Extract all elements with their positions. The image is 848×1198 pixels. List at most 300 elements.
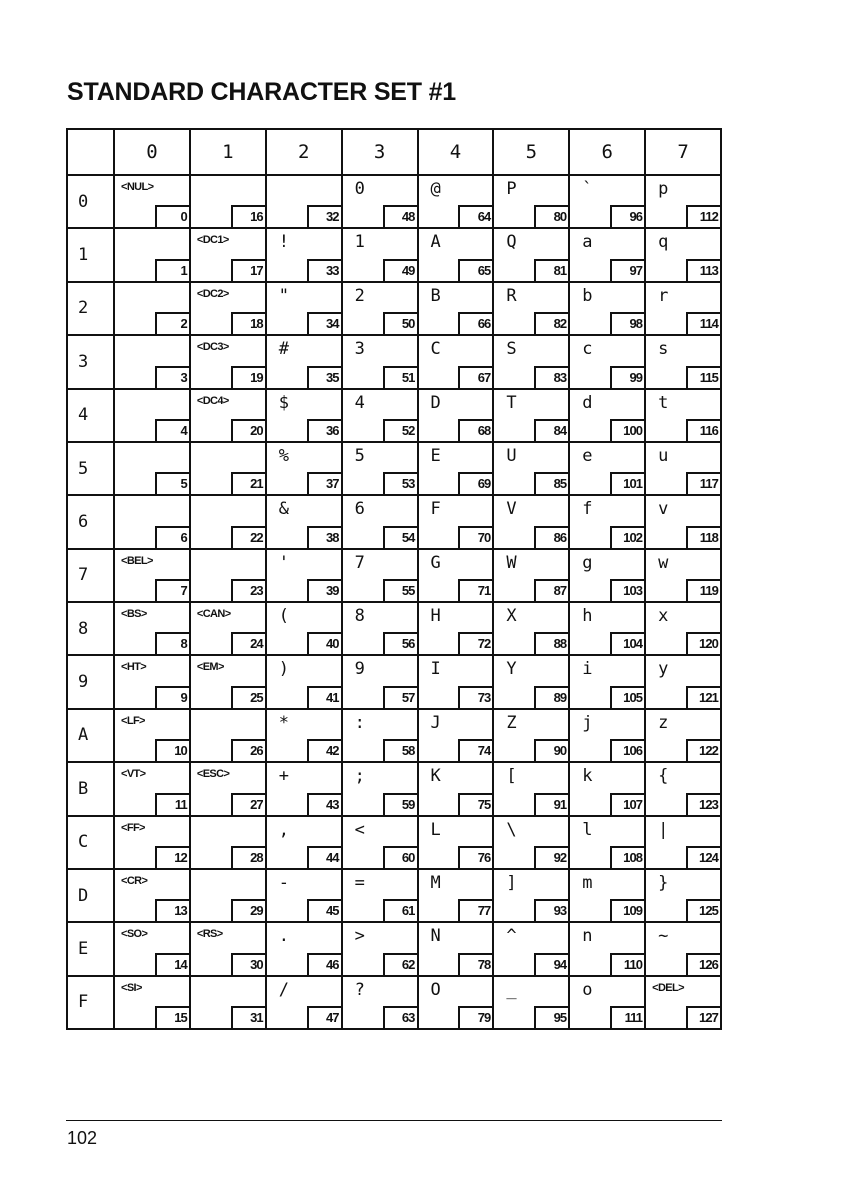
character-glyph: N — [430, 926, 441, 947]
decimal-code: 89 — [534, 686, 568, 708]
character-glyph: P — [506, 179, 517, 199]
character-cell — [267, 443, 343, 496]
page-title: STANDARD CHARACTER SET #1 — [67, 78, 457, 106]
character-cell — [419, 176, 495, 229]
decimal-code: 26 — [231, 739, 265, 761]
character-cell — [115, 817, 191, 870]
decimal-code: 121 — [686, 686, 720, 708]
character-cell — [343, 229, 419, 282]
column-header: 0 — [115, 130, 191, 176]
decimal-code: 125 — [686, 899, 720, 921]
character-cell — [494, 763, 570, 816]
character-cell — [115, 176, 191, 229]
character-cell — [191, 710, 267, 763]
control-code-label: <BS> — [121, 608, 147, 620]
control-code-label: <ESC> — [196, 768, 230, 781]
row-header: D — [68, 870, 115, 923]
decimal-code: 18 — [231, 312, 265, 334]
decimal-code: 52 — [383, 419, 417, 441]
decimal-code: 84 — [534, 419, 568, 441]
character-cell — [115, 390, 191, 443]
character-glyph: o — [582, 979, 593, 1000]
decimal-code: 61 — [383, 899, 417, 921]
character-glyph: j — [582, 712, 593, 733]
decimal-code: 77 — [458, 899, 492, 921]
character-cell — [570, 336, 646, 389]
character-cell — [419, 603, 495, 656]
character-glyph: I — [430, 659, 441, 680]
character-glyph: D — [430, 392, 441, 413]
row-header: 7 — [68, 550, 115, 603]
character-cell — [267, 977, 343, 1030]
character-glyph: @ — [430, 179, 441, 199]
character-glyph: w — [658, 552, 669, 573]
decimal-code: 93 — [534, 899, 568, 921]
character-cell — [191, 870, 267, 923]
character-cell — [267, 923, 343, 976]
character-cell — [646, 870, 722, 923]
character-cell — [115, 710, 191, 763]
decimal-code: 117 — [686, 472, 720, 494]
decimal-code: 119 — [686, 579, 720, 601]
decimal-code: 64 — [458, 205, 492, 227]
character-cell — [191, 817, 267, 870]
character-cell — [570, 496, 646, 549]
decimal-code: 97 — [610, 259, 644, 281]
decimal-code: 99 — [610, 366, 644, 388]
character-glyph: ` — [582, 179, 593, 199]
character-cell — [494, 603, 570, 656]
decimal-code: 35 — [307, 366, 341, 388]
decimal-code: 2 — [155, 312, 189, 334]
character-cell — [115, 923, 191, 976]
character-cell — [419, 443, 495, 496]
character-cell — [419, 496, 495, 549]
character-cell — [494, 496, 570, 549]
decimal-code: 36 — [307, 419, 341, 441]
character-glyph: m — [582, 872, 593, 893]
character-glyph: # — [278, 339, 289, 360]
character-cell — [494, 390, 570, 443]
character-cell — [191, 443, 267, 496]
character-glyph: h — [582, 606, 593, 626]
decimal-code: 47 — [307, 1006, 341, 1028]
decimal-code: 40 — [307, 632, 341, 654]
character-cell — [267, 336, 343, 389]
character-cell — [570, 443, 646, 496]
character-cell — [191, 496, 267, 549]
character-cell — [494, 550, 570, 603]
control-code-label: <DC2> — [196, 287, 229, 300]
character-cell — [646, 550, 722, 603]
control-code-label: <RS> — [196, 928, 223, 941]
character-glyph: p — [658, 179, 669, 199]
character-glyph: r — [658, 285, 669, 306]
character-glyph: 7 — [354, 552, 365, 573]
character-glyph: k — [582, 766, 593, 787]
character-cell — [419, 923, 495, 976]
character-cell — [191, 550, 267, 603]
character-cell — [570, 603, 646, 656]
decimal-code: 101 — [610, 472, 644, 494]
character-cell — [419, 710, 495, 763]
control-code-label: <VT> — [121, 768, 146, 781]
control-code-label: <BEL> — [121, 554, 153, 567]
character-glyph: c — [582, 339, 593, 360]
character-cell — [570, 229, 646, 282]
character-cell — [191, 977, 267, 1030]
character-cell — [646, 656, 722, 709]
character-cell — [267, 390, 343, 443]
decimal-code: 108 — [610, 846, 644, 868]
control-code-label: <HT> — [121, 661, 147, 674]
row-header: 4 — [68, 390, 115, 443]
decimal-code: 45 — [307, 899, 341, 921]
character-glyph: H — [430, 606, 441, 626]
character-glyph: { — [658, 766, 669, 787]
decimal-code: 39 — [307, 579, 341, 601]
decimal-code: 111 — [610, 1006, 644, 1028]
footer-rule — [66, 1120, 722, 1121]
character-cell — [646, 283, 722, 336]
column-header: 7 — [646, 130, 722, 176]
decimal-code: 102 — [610, 526, 644, 548]
character-cell — [646, 977, 722, 1030]
character-cell — [115, 603, 191, 656]
decimal-code: 72 — [458, 632, 492, 654]
character-cell — [419, 656, 495, 709]
character-cell — [115, 656, 191, 709]
control-code-label: <NUL> — [121, 181, 154, 193]
column-header: 5 — [494, 130, 570, 176]
decimal-code: 109 — [610, 899, 644, 921]
character-cell — [570, 390, 646, 443]
row-header: A — [68, 710, 115, 763]
decimal-code: 81 — [534, 259, 568, 281]
character-glyph: 1 — [354, 232, 365, 253]
row-header: 9 — [68, 656, 115, 709]
row-header: 1 — [68, 229, 115, 282]
character-cell — [267, 496, 343, 549]
character-glyph: \ — [506, 819, 517, 840]
character-glyph: T — [506, 392, 517, 413]
row-header: E — [68, 923, 115, 976]
column-header: 6 — [570, 130, 646, 176]
decimal-code: 78 — [458, 953, 492, 975]
decimal-code: 88 — [534, 632, 568, 654]
decimal-code: 50 — [383, 312, 417, 334]
character-cell — [494, 283, 570, 336]
character-glyph: d — [582, 392, 593, 413]
row-header: F — [68, 977, 115, 1030]
decimal-code: 11 — [155, 793, 189, 815]
character-cell — [570, 176, 646, 229]
decimal-code: 63 — [383, 1006, 417, 1028]
character-glyph: _ — [506, 979, 517, 1000]
character-cell — [343, 176, 419, 229]
character-glyph: > — [354, 926, 365, 947]
character-cell — [570, 550, 646, 603]
decimal-code: 27 — [231, 793, 265, 815]
character-cell — [191, 229, 267, 282]
character-glyph: L — [430, 819, 441, 840]
control-code-label: <DC1> — [196, 234, 229, 247]
character-glyph: Q — [506, 232, 517, 253]
character-cell — [419, 283, 495, 336]
character-cell — [343, 390, 419, 443]
character-cell — [646, 817, 722, 870]
decimal-code: 33 — [307, 259, 341, 281]
character-cell — [570, 817, 646, 870]
decimal-code: 80 — [534, 205, 568, 227]
character-glyph: b — [582, 285, 593, 306]
character-glyph: = — [354, 872, 365, 893]
page-number: 102 — [67, 1128, 98, 1148]
character-cell — [343, 656, 419, 709]
character-glyph: a — [582, 232, 593, 253]
character-cell — [494, 656, 570, 709]
decimal-code: 30 — [231, 953, 265, 975]
character-glyph: q — [658, 232, 669, 253]
character-glyph: X — [506, 606, 517, 626]
character-cell — [343, 870, 419, 923]
decimal-code: 114 — [686, 312, 720, 334]
control-code-label: <SO> — [121, 928, 148, 941]
decimal-code: 34 — [307, 312, 341, 334]
character-cell — [267, 603, 343, 656]
character-cell — [419, 390, 495, 443]
row-header: 8 — [68, 603, 115, 656]
decimal-code: 24 — [231, 632, 265, 654]
decimal-code: 68 — [458, 419, 492, 441]
decimal-code: 41 — [307, 686, 341, 708]
control-code-label: <FF> — [121, 821, 145, 834]
control-code-label: <CAN> — [196, 608, 231, 620]
row-header: B — [68, 763, 115, 816]
character-cell — [494, 443, 570, 496]
decimal-code: 116 — [686, 419, 720, 441]
character-cell — [494, 923, 570, 976]
decimal-code: 46 — [307, 953, 341, 975]
character-cell — [115, 283, 191, 336]
character-glyph: : — [354, 712, 365, 733]
character-glyph: * — [278, 712, 289, 733]
character-cell — [646, 176, 722, 229]
decimal-code: 118 — [686, 526, 720, 548]
decimal-code: 37 — [307, 472, 341, 494]
character-glyph: U — [506, 445, 517, 466]
character-cell — [419, 817, 495, 870]
character-cell — [191, 603, 267, 656]
character-glyph: y — [658, 659, 669, 680]
row-header: 3 — [68, 336, 115, 389]
decimal-code: 7 — [155, 579, 189, 601]
character-cell — [343, 283, 419, 336]
character-cell — [570, 763, 646, 816]
decimal-code: 59 — [383, 793, 417, 815]
decimal-code: 87 — [534, 579, 568, 601]
decimal-code: 105 — [610, 686, 644, 708]
decimal-code: 5 — [155, 472, 189, 494]
decimal-code: 53 — [383, 472, 417, 494]
decimal-code: 43 — [307, 793, 341, 815]
character-cell — [646, 229, 722, 282]
character-glyph: $ — [278, 392, 289, 413]
character-cell — [115, 336, 191, 389]
character-cell — [646, 710, 722, 763]
character-glyph: J — [430, 712, 441, 733]
decimal-code: 22 — [231, 526, 265, 548]
decimal-code: 48 — [383, 205, 417, 227]
character-glyph: B — [430, 285, 441, 306]
character-cell — [646, 603, 722, 656]
character-cell — [191, 923, 267, 976]
character-cell — [191, 656, 267, 709]
decimal-code: 104 — [610, 632, 644, 654]
character-cell — [570, 870, 646, 923]
decimal-code: 115 — [686, 366, 720, 388]
character-glyph: . — [278, 926, 289, 947]
character-cell — [646, 763, 722, 816]
character-cell — [343, 817, 419, 870]
character-glyph: Y — [506, 659, 517, 680]
decimal-code: 20 — [231, 419, 265, 441]
row-header: 2 — [68, 283, 115, 336]
character-cell — [191, 283, 267, 336]
character-glyph: f — [582, 499, 593, 520]
character-glyph: } — [658, 872, 669, 893]
character-cell — [343, 710, 419, 763]
character-glyph: l — [582, 819, 593, 840]
character-cell — [646, 390, 722, 443]
decimal-code: 12 — [155, 846, 189, 868]
character-glyph: ! — [278, 232, 289, 253]
decimal-code: 49 — [383, 259, 417, 281]
decimal-code: 82 — [534, 312, 568, 334]
decimal-code: 56 — [383, 632, 417, 654]
character-glyph: 3 — [354, 339, 365, 360]
decimal-code: 103 — [610, 579, 644, 601]
character-glyph: | — [658, 819, 669, 840]
character-cell — [343, 977, 419, 1030]
decimal-code: 67 — [458, 366, 492, 388]
decimal-code: 127 — [686, 1006, 720, 1028]
character-glyph: ' — [278, 552, 289, 573]
character-glyph: n — [582, 926, 593, 947]
character-cell — [115, 870, 191, 923]
character-cell — [419, 763, 495, 816]
character-cell — [267, 710, 343, 763]
character-glyph: & — [278, 499, 289, 520]
decimal-code: 54 — [383, 526, 417, 548]
character-cell — [494, 977, 570, 1030]
character-cell — [343, 603, 419, 656]
character-glyph: ; — [354, 766, 365, 787]
character-cell — [570, 977, 646, 1030]
corner-cell — [68, 130, 115, 176]
character-cell — [115, 496, 191, 549]
control-code-label: <CR> — [121, 874, 148, 887]
decimal-code: 10 — [155, 739, 189, 761]
character-cell — [267, 763, 343, 816]
character-cell — [343, 443, 419, 496]
control-code-label: <DEL> — [652, 981, 684, 994]
character-cell — [419, 229, 495, 282]
decimal-code: 106 — [610, 739, 644, 761]
character-glyph: s — [658, 339, 669, 360]
character-cell — [646, 336, 722, 389]
column-header: 2 — [267, 130, 343, 176]
control-code-label: <EM> — [196, 661, 224, 674]
character-cell — [343, 336, 419, 389]
decimal-code: 74 — [458, 739, 492, 761]
decimal-code: 113 — [686, 259, 720, 281]
decimal-code: 98 — [610, 312, 644, 334]
character-glyph: R — [506, 285, 517, 306]
character-cell — [267, 283, 343, 336]
decimal-code: 19 — [231, 366, 265, 388]
control-code-label: <LF> — [121, 714, 145, 727]
control-code-label: <SI> — [121, 981, 142, 994]
character-glyph: [ — [506, 766, 517, 787]
character-glyph: 9 — [354, 659, 365, 680]
decimal-code: 122 — [686, 739, 720, 761]
character-cell — [267, 229, 343, 282]
character-glyph: g — [582, 552, 593, 573]
decimal-code: 123 — [686, 793, 720, 815]
character-glyph: W — [506, 552, 517, 573]
decimal-code: 71 — [458, 579, 492, 601]
character-cell — [191, 176, 267, 229]
character-cell — [570, 710, 646, 763]
character-cell — [494, 817, 570, 870]
row-header: 6 — [68, 496, 115, 549]
character-cell — [267, 817, 343, 870]
character-cell — [494, 710, 570, 763]
decimal-code: 29 — [231, 899, 265, 921]
character-cell — [115, 763, 191, 816]
decimal-code: 79 — [458, 1006, 492, 1028]
character-cell — [419, 336, 495, 389]
decimal-code: 110 — [610, 953, 644, 975]
decimal-code: 85 — [534, 472, 568, 494]
character-cell — [191, 763, 267, 816]
character-cell — [646, 923, 722, 976]
control-code-label: <DC3> — [196, 341, 229, 354]
decimal-code: 120 — [686, 632, 720, 654]
decimal-code: 83 — [534, 366, 568, 388]
decimal-code: 8 — [155, 632, 189, 654]
decimal-code: 91 — [534, 793, 568, 815]
character-glyph: , — [278, 819, 289, 840]
character-glyph: K — [430, 766, 441, 787]
decimal-code: 58 — [383, 739, 417, 761]
decimal-code: 17 — [231, 259, 265, 281]
decimal-code: 15 — [155, 1006, 189, 1028]
character-glyph: e — [582, 445, 593, 466]
character-glyph: ^ — [506, 926, 517, 947]
character-cell — [419, 550, 495, 603]
decimal-code: 38 — [307, 526, 341, 548]
decimal-code: 42 — [307, 739, 341, 761]
character-cell — [570, 656, 646, 709]
character-cell — [191, 336, 267, 389]
column-header: 3 — [343, 130, 419, 176]
decimal-code: 75 — [458, 793, 492, 815]
column-header: 4 — [419, 130, 495, 176]
character-cell — [343, 550, 419, 603]
character-glyph: 8 — [354, 606, 365, 626]
